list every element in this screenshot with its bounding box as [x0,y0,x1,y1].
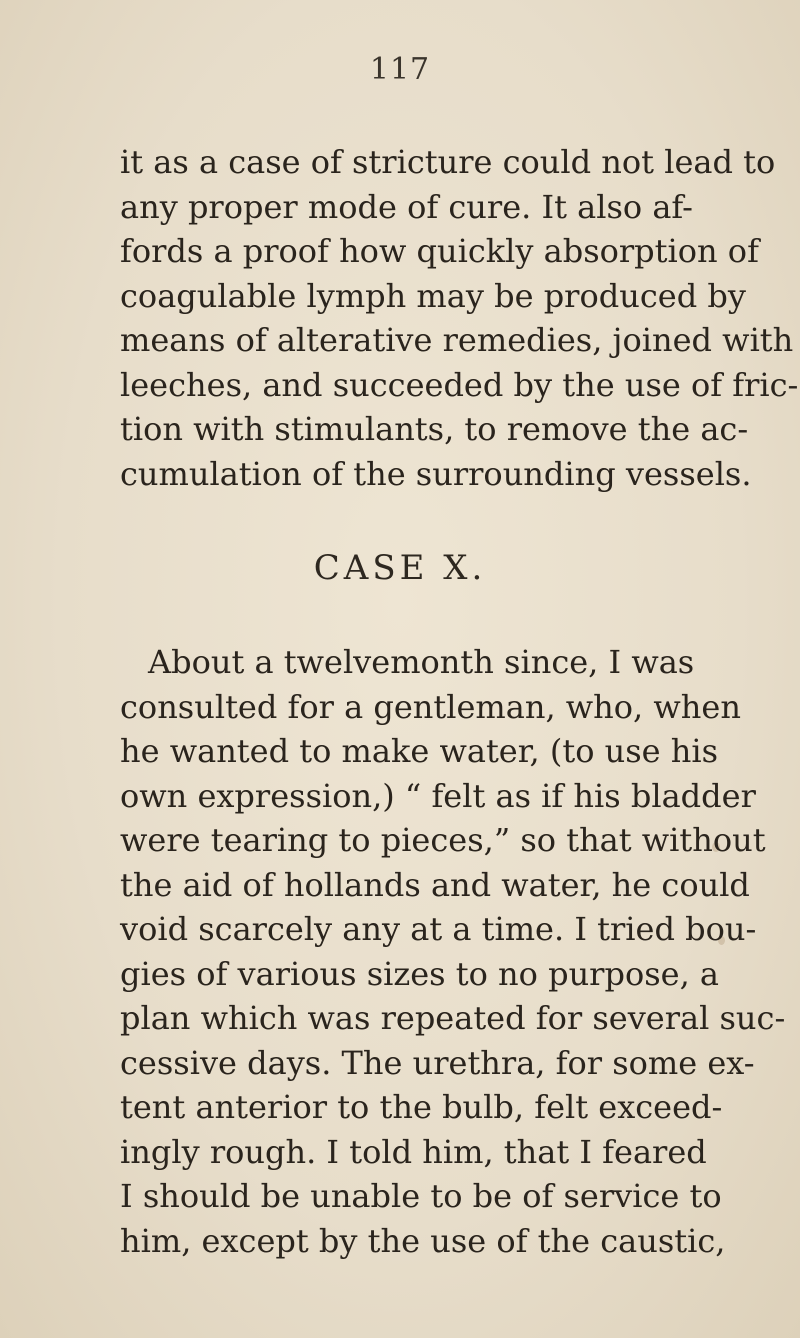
text-line: consulted for a gentleman, who, when [120,687,741,726]
text-line: means of alterative remedies, joined with [120,321,794,359]
text-line: tent anterior to the bulb, felt exceed- [120,1088,723,1126]
text-line: tion with stimulants, to remove the ac- [120,410,749,448]
text-line: cessive days. The urethra, for some ex- [120,1043,755,1082]
paragraph-continued [120,140,799,496]
text-line: own expression,) “ felt as if his bladder [120,776,756,815]
text-line: I should be unable to be of service to [120,1177,722,1215]
text-line: leeches, and succeeded by the use of fric- [120,365,799,404]
text-line: ingly rough. I told him, that I feared [120,1132,707,1171]
text-line: About a twelvemonth since, I was [148,643,695,681]
text-line: any proper mode of cure. It also af- [120,187,693,226]
case-paragraph [120,640,786,1263]
text-line: void scarcely any at a time. I tried bou- [120,910,757,948]
text-line: the aid of hollands and water, he could [120,865,750,904]
text-line: were tearing to pieces,” so that without [120,821,766,859]
text-line: he wanted to make water, (to use his [120,732,719,770]
case-heading: CASE X. [313,548,487,588]
text-line: gies of various sizes to no purpose, a [120,954,719,993]
text-line: fords a proof how quickly absorption of [120,232,759,270]
text-line: coagulable lymph may be produced by [120,276,746,315]
page-number: 117 [369,52,431,87]
text-line: plan which was repeated for several suc- [120,999,786,1037]
text-line: him, except by the use of the caustic, [120,1221,726,1260]
text-line: cumulation of the surrounding vessels. [120,454,752,493]
text-line: it as a case of stricture could not lead to [120,143,776,181]
